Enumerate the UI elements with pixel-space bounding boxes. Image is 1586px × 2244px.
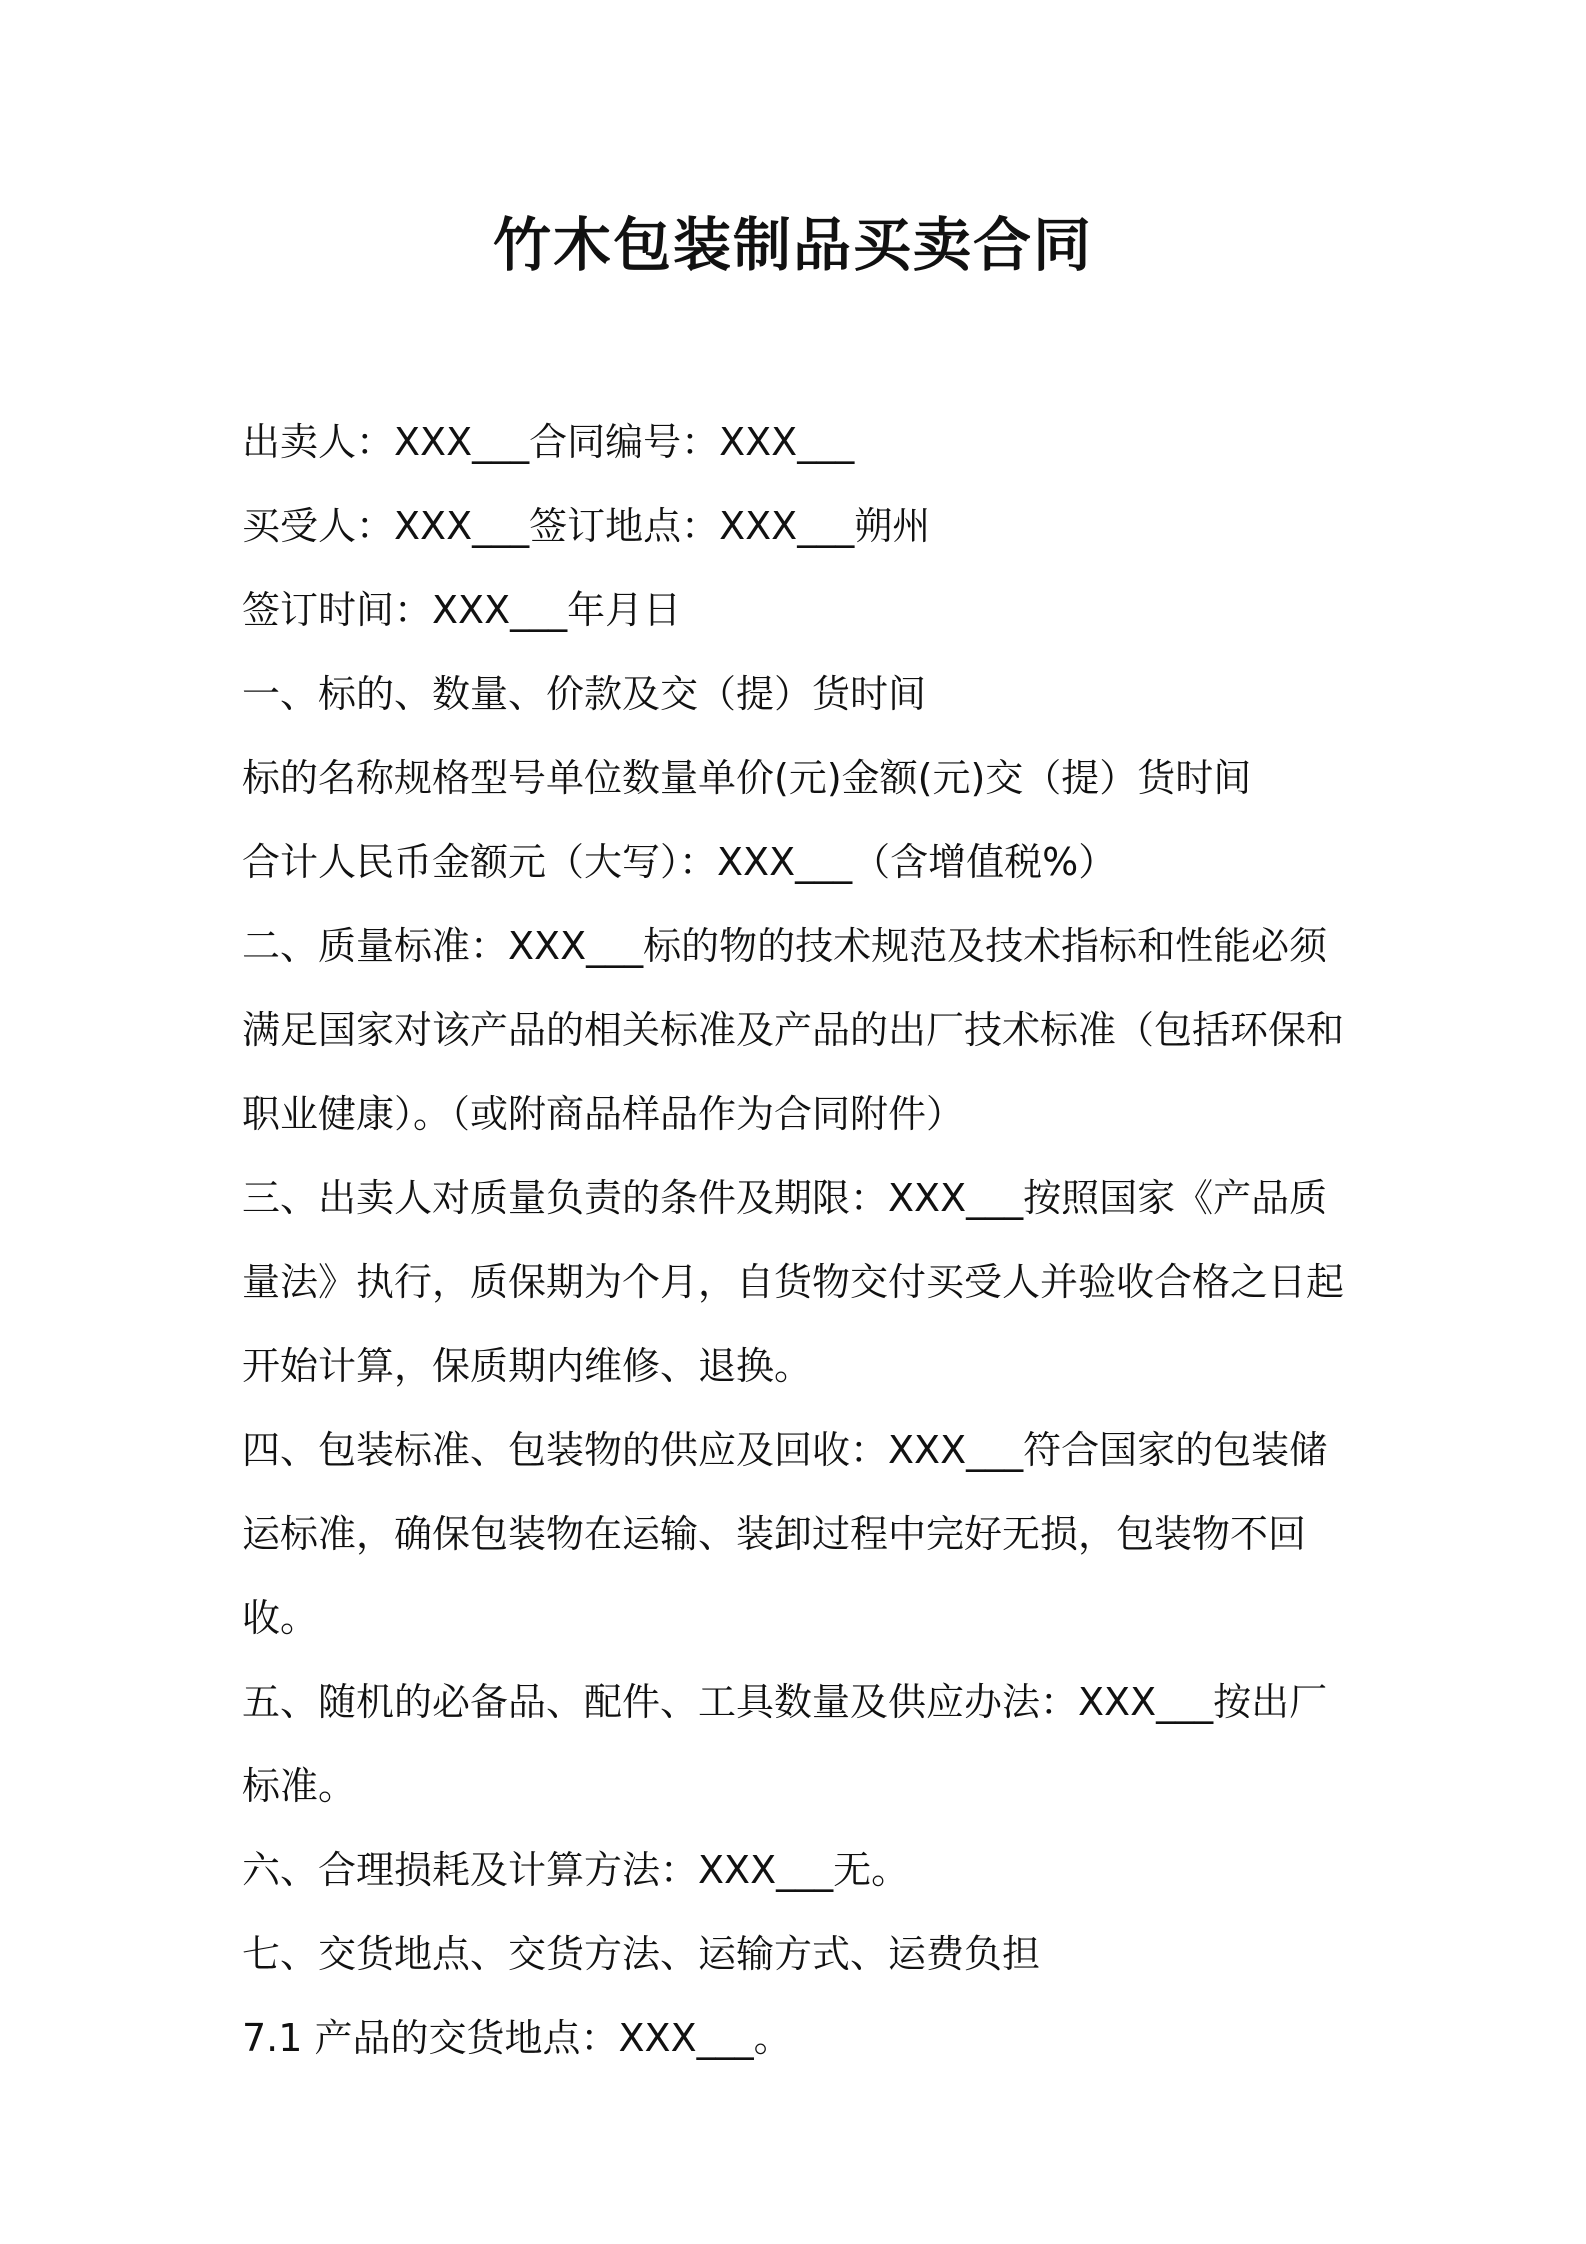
section-4-packaging: 四、包装标准、包装物的供应及回收：XXX___符合国家的包装储运标准，确保包装物在运输、装卸过程中完好无损，包装物不回收。 xyxy=(242,1428,1328,1640)
section-7-1-location: 7.1 产品的交货地点：XXX___。 xyxy=(242,2016,792,2060)
seller-line: 出卖人：XXX___合同编号：XXX___ xyxy=(242,420,855,464)
section-6-loss: 六、合理损耗及计算方法：XXX___无。 xyxy=(242,1848,910,1892)
section-5-accessories: 五、随机的必备品、配件、工具数量及供应办法：XXX___按出厂标准。 xyxy=(242,1680,1328,1808)
section-7-delivery: 七、交货地点、交货方法、运输方式、运费负担 xyxy=(242,1932,1041,1976)
subject-table-header: 标的名称规格型号单位数量单价(元)金额(元)交（提）货时间 xyxy=(242,756,1252,800)
section-1-heading: 一、标的、数量、价款及交（提）货时间 xyxy=(242,672,927,716)
total-amount-line: 合计人民币金额元（大写）：XXX___（含增值税%） xyxy=(242,840,1117,884)
document-body xyxy=(242,400,1362,2080)
signing-time-line: 签订时间：XXX___年月日 xyxy=(242,588,682,632)
buyer-line: 买受人：XXX___签订地点：XXX___朔州 xyxy=(242,504,931,548)
document-title: 竹木包装制品买卖合同 xyxy=(492,211,1093,279)
section-3-warranty: 三、出卖人对质量负责的条件及期限：XXX___按照国家《产品质量法》执行，质保期为个月，自货物交付买受人并验收合格之日起开始计算，保质期内维修、退换。 xyxy=(242,1176,1345,1388)
section-2-quality: 二、质量标准：XXX___标的物的技术规范及技术指标和性能必须满足国家对该产品的相关标准及产品的出厂技术标准（包括环保和职业健康）。（或附商品样品作为合同附件） xyxy=(242,924,1345,1136)
